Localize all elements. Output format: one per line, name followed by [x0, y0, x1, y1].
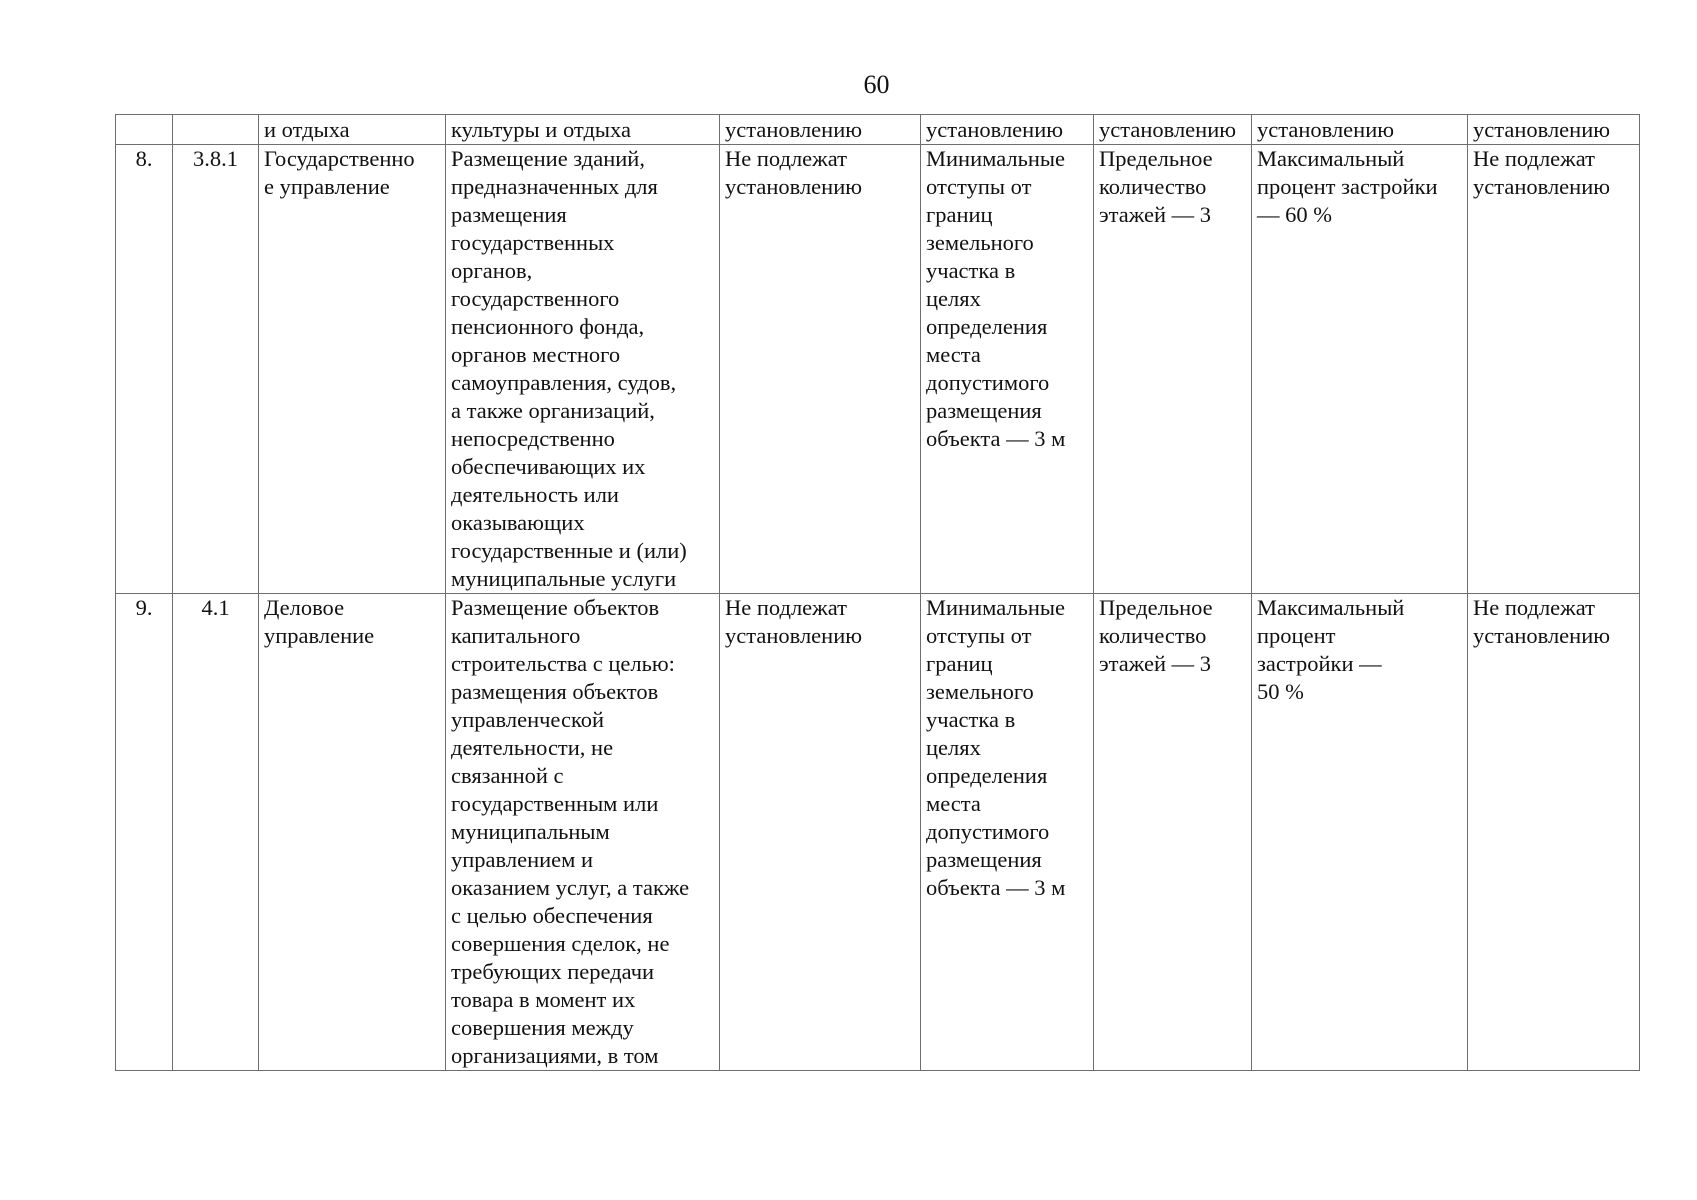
- floors-cell: [1094, 145, 1252, 594]
- cell-line: самоуправления, судов,: [451, 370, 677, 395]
- cell-line: установлению: [725, 623, 863, 648]
- cell-line: допустимого: [926, 819, 1050, 844]
- cell-line: целях: [926, 735, 981, 760]
- cell-line: определения: [926, 314, 1048, 339]
- cell-line: совершения между: [451, 1015, 634, 1040]
- cell-line: Не подлежат: [1473, 595, 1595, 620]
- cell-line: размещения объектов: [451, 679, 659, 704]
- use-name-cell: [259, 594, 446, 1071]
- cell-line: границ: [926, 202, 993, 227]
- cell-line: этажей — 3: [1099, 651, 1212, 676]
- cell-line: оказывающих: [451, 510, 585, 535]
- coverage-cell: [1252, 594, 1468, 1071]
- floors-cell: [1094, 594, 1252, 1071]
- cell-line: муниципальные услуги: [451, 566, 677, 591]
- cell-line: управлением и: [451, 847, 594, 872]
- use-name-cell: [259, 145, 446, 594]
- cell-line: оказанием услуг, а также: [451, 875, 690, 900]
- cell-line: Предельное: [1099, 595, 1213, 620]
- cell-line: процент застройки: [1257, 174, 1438, 199]
- min-area-cell: [720, 145, 921, 594]
- cell-line: товара в момент их: [451, 987, 636, 1012]
- cell-line: Государственно: [264, 146, 415, 171]
- cont-cell-other: установлению: [1468, 115, 1640, 145]
- cont-cell-code: [173, 115, 259, 145]
- cell-line: отступы от: [926, 623, 1032, 648]
- cell-line: границ: [926, 651, 993, 676]
- cell-line: Максимальный: [1257, 146, 1405, 171]
- cell-line: Не подлежат: [1473, 146, 1595, 171]
- cell-line: строительства с целью:: [451, 651, 675, 676]
- cell-line: отступы от: [926, 174, 1032, 199]
- cell-line: размещения: [451, 202, 567, 227]
- other-params-cell: [1468, 145, 1640, 594]
- cell-line: этажей — 3: [1099, 202, 1212, 227]
- cell-line: размещения: [926, 847, 1042, 872]
- cell-line: е управление: [264, 174, 390, 199]
- cell-line: Максимальный: [1257, 595, 1405, 620]
- row-number: 9.: [116, 594, 173, 1071]
- row-number: 8.: [116, 145, 173, 594]
- page-number: 60: [863, 70, 890, 99]
- cell-line: Минимальные: [926, 146, 1066, 171]
- cell-line: земельного: [926, 679, 1034, 704]
- cell-line: земельного: [926, 230, 1034, 255]
- cell-line: установлению: [1473, 623, 1611, 648]
- cell-line: непосредственно: [451, 426, 615, 451]
- cont-cell-floors: установлению: [1094, 115, 1252, 145]
- cont-cell-setbacks: установлению: [921, 115, 1094, 145]
- setbacks-cell: [921, 594, 1094, 1071]
- cell-line: деятельность или: [451, 482, 619, 507]
- cell-line: Размещение зданий,: [451, 146, 645, 171]
- cell-line: управление: [264, 623, 375, 648]
- cell-line: управленческой: [451, 707, 605, 732]
- row-code: 4.1: [173, 594, 259, 1071]
- cell-line: Минимальные: [926, 595, 1066, 620]
- cell-line: застройки —: [1257, 651, 1382, 676]
- cell-line: участка в: [926, 707, 1016, 732]
- cell-line: связанной с: [451, 763, 564, 788]
- cell-line: государственного: [451, 286, 620, 311]
- coverage-cell: [1252, 145, 1468, 594]
- cell-line: места: [926, 342, 981, 367]
- cell-line: допустимого: [926, 370, 1050, 395]
- cell-line: установлению: [725, 174, 863, 199]
- cell-line: пенсионного фонда,: [451, 314, 645, 339]
- cell-line: муниципальным: [451, 819, 610, 844]
- row-code: 3.8.1: [173, 145, 259, 594]
- cell-line: организациями, в том: [451, 1043, 659, 1068]
- cell-line: а также организаций,: [451, 398, 655, 423]
- use-description-cell: [446, 145, 720, 594]
- cell-line: места: [926, 791, 981, 816]
- cell-line: объекта — 3 м: [926, 426, 1066, 451]
- cell-line: государственным или: [451, 791, 659, 816]
- use-description-cell: [446, 594, 720, 1071]
- cell-line: целях: [926, 286, 981, 311]
- min-area-cell: [720, 594, 921, 1071]
- cell-line: размещения: [926, 398, 1042, 423]
- cell-line: 50 %: [1257, 679, 1304, 704]
- cell-line: совершения сделок, не: [451, 931, 670, 956]
- other-params-cell: [1468, 594, 1640, 1071]
- cell-line: участка в: [926, 258, 1016, 283]
- table-row: [116, 145, 1640, 594]
- cell-line: объекта — 3 м: [926, 875, 1066, 900]
- cell-line: Размещение объектов: [451, 595, 660, 620]
- cell-line: количество: [1099, 623, 1207, 648]
- cell-line: определения: [926, 763, 1048, 788]
- cell-line: предназначенных для: [451, 174, 658, 199]
- cell-line: количество: [1099, 174, 1207, 199]
- cell-line: установлению: [1473, 174, 1611, 199]
- cell-line: капитального: [451, 623, 581, 648]
- cell-line: органов местного: [451, 342, 621, 367]
- table-row: [116, 594, 1640, 1071]
- setbacks-cell: [921, 145, 1094, 594]
- cell-line: Не подлежат: [725, 595, 847, 620]
- cell-line: Деловое: [264, 595, 345, 620]
- cont-cell-coverage: установлению: [1252, 115, 1468, 145]
- cell-line: государственных: [451, 230, 615, 255]
- cell-line: государственные и (или): [451, 538, 687, 563]
- cell-line: Предельное: [1099, 146, 1213, 171]
- cell-line: процент: [1257, 623, 1336, 648]
- continuation-row: [116, 115, 1640, 145]
- cont-cell-name: и отдыха: [259, 115, 446, 145]
- zoning-table: [115, 114, 1640, 1071]
- cell-line: обеспечивающих их: [451, 454, 646, 479]
- cell-line: органов,: [451, 258, 533, 283]
- cell-line: — 60 %: [1257, 202, 1332, 227]
- cell-line: требующих передачи: [451, 959, 655, 984]
- cont-cell-description: культуры и отдыха: [446, 115, 720, 145]
- cell-line: с целью обеспечения: [451, 903, 653, 928]
- cell-line: деятельности, не: [451, 735, 614, 760]
- cell-line: Не подлежат: [725, 146, 847, 171]
- cont-cell-min-area: установлению: [720, 115, 921, 145]
- cont-cell-num: [116, 115, 173, 145]
